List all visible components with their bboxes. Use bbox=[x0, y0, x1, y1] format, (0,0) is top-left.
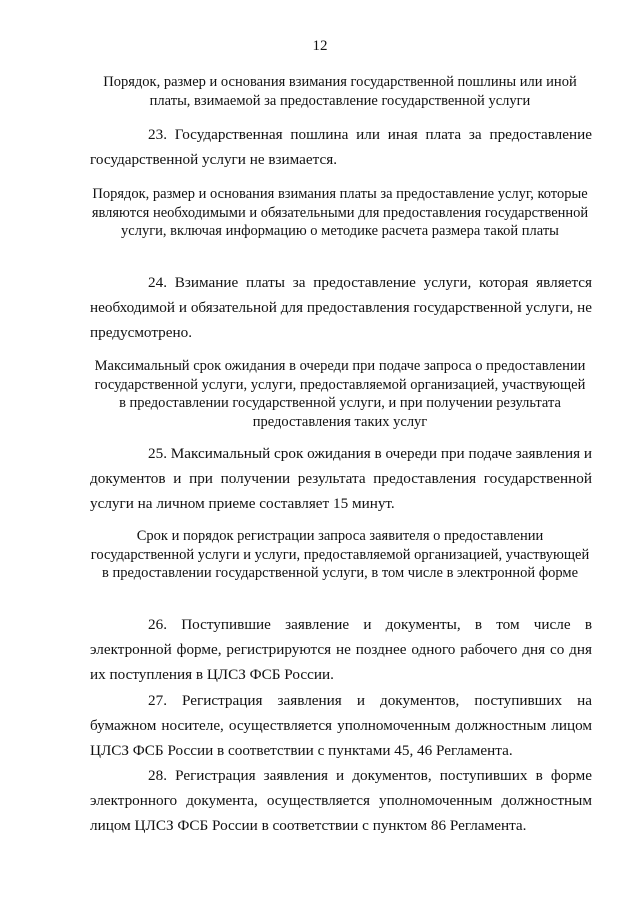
paragraph-24: 24. Взимание платы за предоставление услуги, которая является необходимой и обязательной для предоставления государственной услуги, не предусмотрено. bbox=[90, 274, 592, 341]
paragraph-26: 26. Поступившие заявление и документы, в том числе в электронной форме, регистрируются не позднее одного рабочего дня со дня их поступления в ЦЛСЗ ФСБ России. bbox=[90, 616, 592, 683]
section-heading-registration: Срок и порядок регистрации запроса заявителя о предоставлении государственной услуги и услуги, предоставляемой организацией, участвующей в предоставлении государственной услуги, в том числе в электронной форме bbox=[90, 528, 590, 581]
section-heading-queue-time: Максимальный срок ожидания в очереди при подаче запроса о предоставлении государственной услуги, услуги, предоставляемой организацией, участвующей в предоставлении государственной услуги, и при получении результата предоставления таких услуг bbox=[94, 358, 586, 430]
paragraph-23: 23. Государственная пошлина или иная плата за предоставление государственной услуги не взимается. bbox=[90, 126, 592, 168]
paragraph-27: 27. Регистрация заявления и документов, поступивших на бумажном носителе, осуществляется уполномоченным должностным лицом ЦЛСЗ ФСБ России в соответствии с пунктами 45, 46 Регламента. bbox=[90, 692, 592, 759]
paragraph-25: 25. Максимальный срок ожидания в очереди при подаче заявления и документов и при получении результата предоставления государственной услуги на личном приеме составляет 15 минут. bbox=[90, 445, 592, 512]
page-number: 12 bbox=[312, 38, 328, 54]
section-heading-paid-services: Порядок, размер и основания взимания платы за предоставление услуг, которые являются необходимыми и обязательными для предоставления государственной услуги, включая информацию о методике расчета размера такой платы bbox=[91, 186, 589, 239]
paragraph-28: 28. Регистрация заявления и документов, поступивших в форме электронного документа, осуществляется уполномоченным должностным лицом ЦЛСЗ ФСБ России в соответствии с пунктом 86 Регламента. bbox=[90, 767, 592, 834]
section-heading-fee: Порядок, размер и основания взимания государственной пошлины или иной платы, взимаемой за предоставление государственной услуги bbox=[103, 74, 577, 109]
